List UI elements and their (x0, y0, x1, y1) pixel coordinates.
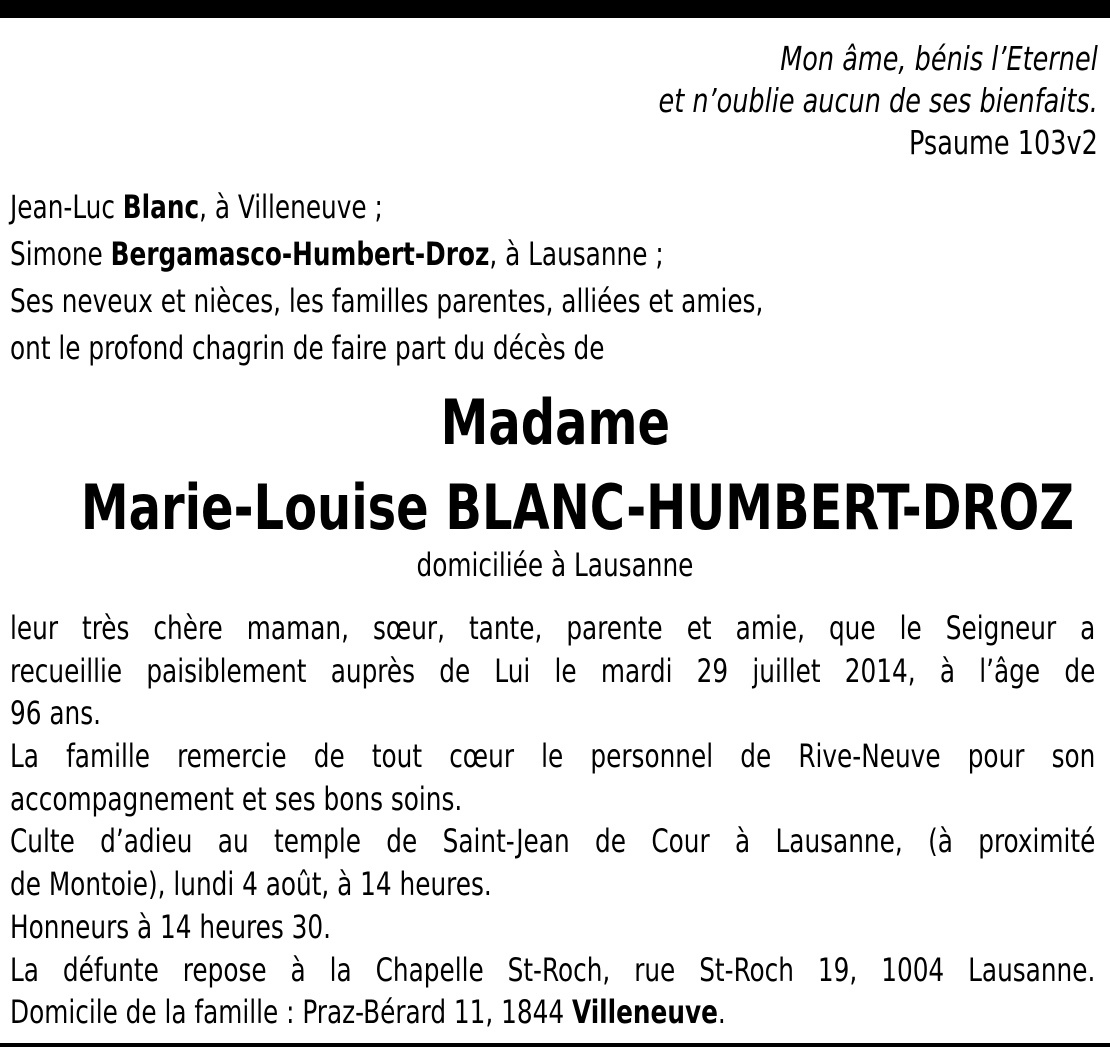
body-line: Honneurs à 14 heures 30. (10, 907, 331, 946)
family-line-1 (10, 184, 763, 231)
deceased-name (0, 473, 1110, 543)
body-line (10, 949, 1095, 992)
body-line: 96 ans. (10, 694, 101, 733)
body-text: La défunte repose à la Chapelle St-Roch, rue St-Roch 19, 1004 Lausanne. (10, 950, 1096, 989)
family-address: Domicile de la famille : Praz-Bérard 11, 1844 (10, 993, 573, 1032)
deceased-title-text: Madame (440, 386, 670, 459)
top-border-rule (0, 0, 1110, 18)
family-member-location: , à Lausanne ; (489, 235, 664, 273)
family-member-first-name: Simone (10, 235, 111, 273)
deceased-domicile (0, 544, 1110, 586)
family-line-4: ont le profond chagrin de faire part du décès de (10, 329, 605, 367)
body-line (10, 820, 1095, 863)
family-line-2 (10, 231, 763, 278)
deceased-domicile-text: domiciliée à Lausanne (416, 546, 694, 584)
verse-line-2: et n’oublie aucun de ses bienfaits. (658, 81, 1098, 120)
family-address-line (10, 991, 1095, 1034)
body-line (10, 607, 1095, 650)
family-line-3: Ses neveux et nièces, les familles parentes, alliées et amies, (10, 282, 764, 320)
body-line (10, 650, 1095, 693)
family-member-location: , à Villeneuve ; (199, 188, 383, 226)
family-member-surname: Bergamasco-Humbert-Droz (110, 235, 490, 273)
body-line: accompagnement et ses bons soins. (10, 779, 463, 818)
verse-reference: Psaume 103v2 (909, 123, 1098, 162)
family-address-town: Villeneuve (572, 993, 718, 1032)
deceased-title (0, 388, 1110, 458)
body-line (10, 735, 1095, 778)
family-member-first-name: Jean-Luc (10, 188, 123, 226)
family-address-end: . (717, 993, 726, 1032)
body-line: de Montoie), lundi 4 août, à 14 heures. (10, 865, 492, 904)
announcement-body (10, 607, 1095, 1034)
family-announcement (10, 184, 886, 372)
bottom-border-rule (0, 1043, 1110, 1047)
family-member-surname: Blanc (122, 188, 200, 226)
verse-line-1: Mon âme, bénis l’Eternel (780, 39, 1098, 78)
scripture-verse (587, 38, 1098, 164)
body-text: La famille remercie de tout cœur le personnel de Rive-Neuve pour son (10, 737, 1096, 776)
body-text: recueillie paisiblement auprès de Lui le mardi 29 juillet 2014, à l’âge de (10, 651, 1096, 690)
deceased-name-text: Marie-Louise BLANC-HUMBERT-DROZ (80, 471, 1075, 544)
body-text: leur très chère maman, sœur, tante, parente et amie, que le Seigneur a (10, 609, 1096, 647)
body-text: Culte d’adieu au temple de Saint-Jean de Cour à Lausanne, (à proximité (10, 822, 1096, 861)
